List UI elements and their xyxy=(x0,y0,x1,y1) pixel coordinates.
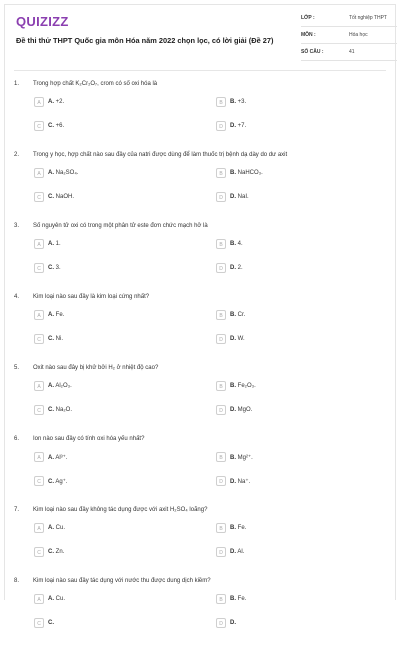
option-letter: A. xyxy=(48,170,54,176)
option-letter: C. xyxy=(48,479,54,485)
question-number: 6. xyxy=(14,436,20,442)
option-value: 3. xyxy=(55,265,61,271)
option-key-box: C xyxy=(34,192,44,202)
option-text xyxy=(230,407,252,413)
option-letter: D. xyxy=(230,194,236,200)
option-letter: D. xyxy=(230,620,236,626)
option-value: NaOH. xyxy=(55,194,75,200)
option-key-box: D xyxy=(216,476,226,486)
question-text: Ion nào sau đây có tính oxi hóa yếu nhất? xyxy=(33,436,145,442)
option-value: Na₂O. xyxy=(55,407,73,413)
option-letter: A. xyxy=(48,455,54,461)
option-letter: D. xyxy=(230,336,236,342)
worksheet-meta xyxy=(301,14,397,65)
option-value: Na⁺. xyxy=(237,479,251,485)
option-text xyxy=(48,241,61,247)
question-text: Kim loại nào sau đây là kim loại cứng nhất? xyxy=(33,294,150,300)
meta-value: Tốt nghiệp THPT xyxy=(349,15,387,21)
question-1 xyxy=(14,78,386,149)
option-text xyxy=(230,123,246,129)
option-key-box: C xyxy=(34,405,44,415)
option-text xyxy=(48,596,65,602)
option-value: Fe₂O₃. xyxy=(237,383,256,389)
option-value: Ni. xyxy=(55,336,64,342)
option-text xyxy=(230,99,246,105)
question-number: 2. xyxy=(14,152,20,158)
option-text xyxy=(48,336,63,342)
option-key-box: A xyxy=(34,239,44,249)
option-text xyxy=(48,407,72,413)
option-text xyxy=(48,265,61,271)
option-key-box: A xyxy=(34,168,44,178)
option-value: 2. xyxy=(237,265,243,271)
option-key-box: D xyxy=(216,405,226,415)
option-text xyxy=(230,620,236,626)
option-letter: B. xyxy=(230,525,236,531)
option-letter: A. xyxy=(48,312,54,318)
option-value: MgO. xyxy=(237,407,253,413)
option-key-box: C xyxy=(34,334,44,344)
option-text xyxy=(230,478,250,485)
option-text xyxy=(230,596,246,602)
option-letter: B. xyxy=(230,99,236,105)
option-value: Al. xyxy=(237,549,245,555)
question-text: Kim loại nào sau đây không tác dụng được với axit H₂SO₄ loãng? xyxy=(33,507,208,513)
question-number: 3. xyxy=(14,223,20,229)
option-text xyxy=(230,336,245,342)
option-key-box: D xyxy=(216,618,226,628)
option-text xyxy=(230,454,253,461)
option-letter: B. xyxy=(230,241,236,247)
question-number: 7. xyxy=(14,507,20,513)
option-value: Al³⁺. xyxy=(55,455,68,461)
option-letter: C. xyxy=(48,194,54,200)
meta-value: Hóa học xyxy=(349,32,368,38)
option-value: W. xyxy=(237,336,245,342)
option-key-box: C xyxy=(34,121,44,131)
meta-value: 41 xyxy=(349,49,355,55)
question-text: Trong y học, hợp chất nào sau đây của natri được dùng để làm thuốc trị bệnh dạ dày do dư axit xyxy=(33,152,288,158)
option-value: Mg²⁺. xyxy=(237,455,253,461)
option-text xyxy=(230,265,243,271)
option-text xyxy=(48,549,64,555)
question-5 xyxy=(14,362,386,433)
option-letter: D. xyxy=(230,407,236,413)
option-key-box: A xyxy=(34,523,44,533)
meta-row-question-count xyxy=(301,48,397,61)
option-text xyxy=(230,312,245,318)
option-value: Cr. xyxy=(237,312,246,318)
option-letter: A. xyxy=(48,383,54,389)
question-text: Trong hợp chất K₂Cr₂O₇, crom có số oxi hóa là xyxy=(33,81,158,87)
option-value: Al₂O₃. xyxy=(55,383,72,389)
option-key-box: A xyxy=(34,594,44,604)
option-key-box: A xyxy=(34,97,44,107)
question-2 xyxy=(14,149,386,220)
option-value: Zn. xyxy=(55,549,65,555)
option-key-box: B xyxy=(216,594,226,604)
option-key-box: A xyxy=(34,310,44,320)
option-text xyxy=(48,454,68,461)
option-value: 1. xyxy=(55,241,61,247)
option-key-box: B xyxy=(216,239,226,249)
question-3 xyxy=(14,220,386,291)
option-key-box: D xyxy=(216,263,226,273)
question-6 xyxy=(14,433,386,504)
option-value: +7. xyxy=(237,123,247,129)
option-key-box: B xyxy=(216,523,226,533)
option-key-box: B xyxy=(216,168,226,178)
option-text xyxy=(48,312,64,318)
question-number: 1. xyxy=(14,81,20,87)
option-key-box: C xyxy=(34,547,44,557)
option-letter: C. xyxy=(48,123,54,129)
question-text: Kim loại nào sau đây tác dụng với nước thu được dung dịch kiềm? xyxy=(33,578,211,584)
option-key-box: B xyxy=(216,97,226,107)
option-text xyxy=(230,194,249,200)
option-key-box: C xyxy=(34,618,44,628)
option-key-box: A xyxy=(34,452,44,462)
meta-row-grade xyxy=(301,14,397,27)
option-value: NaI. xyxy=(237,194,249,200)
quizizz-logo: QUIZIZZ xyxy=(16,14,69,29)
option-value: NaHCO₃. xyxy=(237,170,263,176)
option-key-box: D xyxy=(216,547,226,557)
option-letter: A. xyxy=(48,99,54,105)
option-letter: B. xyxy=(230,170,236,176)
option-key-box: B xyxy=(216,381,226,391)
option-key-box: B xyxy=(216,310,226,320)
option-letter: C. xyxy=(48,265,54,271)
option-letter: C. xyxy=(48,620,54,626)
option-text xyxy=(48,525,65,531)
option-key-box: B xyxy=(216,452,226,462)
option-value: +2. xyxy=(55,99,65,105)
option-value: Fe. xyxy=(55,312,65,318)
option-letter: B. xyxy=(230,383,236,389)
question-text: Oxit nào sau đây bị khử bởi H₂ ở nhiệt độ cao? xyxy=(33,365,159,371)
question-4 xyxy=(14,291,386,362)
option-text xyxy=(48,99,64,105)
option-letter: B. xyxy=(230,455,236,461)
option-letter: C. xyxy=(48,336,54,342)
option-value: Fe. xyxy=(237,596,247,602)
option-letter: B. xyxy=(230,312,236,318)
option-value: Fe. xyxy=(237,525,247,531)
question-8 xyxy=(14,575,386,646)
meta-label: MÔN : xyxy=(301,32,316,38)
option-letter: C. xyxy=(48,549,54,555)
option-letter: A. xyxy=(48,596,54,602)
option-value: Cu. xyxy=(55,525,66,531)
option-letter: C. xyxy=(48,407,54,413)
option-letter: A. xyxy=(48,241,54,247)
header-divider xyxy=(14,70,386,71)
question-list xyxy=(14,78,386,646)
option-value: 4. xyxy=(237,241,243,247)
option-letter: D. xyxy=(230,549,236,555)
option-text xyxy=(48,383,72,389)
option-text xyxy=(48,620,54,626)
question-text: Số nguyên tử oxi có trong một phân tử este đơn chức mạch hở là xyxy=(33,223,208,229)
option-letter: D. xyxy=(230,265,236,271)
option-text xyxy=(230,170,263,176)
option-value: +3. xyxy=(237,99,247,105)
option-text xyxy=(48,194,74,200)
option-key-box: D xyxy=(216,121,226,131)
option-value: Na₂SO₄. xyxy=(55,170,79,176)
option-value: +6. xyxy=(55,123,65,129)
worksheet-title: Đề thi thử THPT Quốc gia môn Hóa năm 2022 chọn lọc, có lời giải (Đề 27) xyxy=(16,36,274,45)
option-letter: A. xyxy=(48,525,54,531)
option-value: Cu. xyxy=(55,596,66,602)
question-7 xyxy=(14,504,386,575)
option-letter: D. xyxy=(230,479,236,485)
option-key-box: D xyxy=(216,334,226,344)
question-number: 8. xyxy=(14,578,20,584)
meta-label: SỐ CÂU : xyxy=(301,49,324,55)
option-text xyxy=(48,170,78,176)
option-text xyxy=(230,383,256,389)
option-key-box: A xyxy=(34,381,44,391)
option-key-box: C xyxy=(34,476,44,486)
question-number: 4. xyxy=(14,294,20,300)
option-text xyxy=(230,525,246,531)
option-text xyxy=(230,241,243,247)
meta-row-subject xyxy=(301,31,397,44)
option-key-box: D xyxy=(216,192,226,202)
option-text xyxy=(48,478,68,485)
option-letter: D. xyxy=(230,123,236,129)
option-text xyxy=(48,123,64,129)
meta-label: LỚP : xyxy=(301,15,315,21)
option-letter: B. xyxy=(230,596,236,602)
option-text xyxy=(230,549,244,555)
worksheet-header xyxy=(14,12,386,62)
option-value: Ag⁺. xyxy=(55,479,68,485)
option-key-box: C xyxy=(34,263,44,273)
question-number: 5. xyxy=(14,365,20,371)
